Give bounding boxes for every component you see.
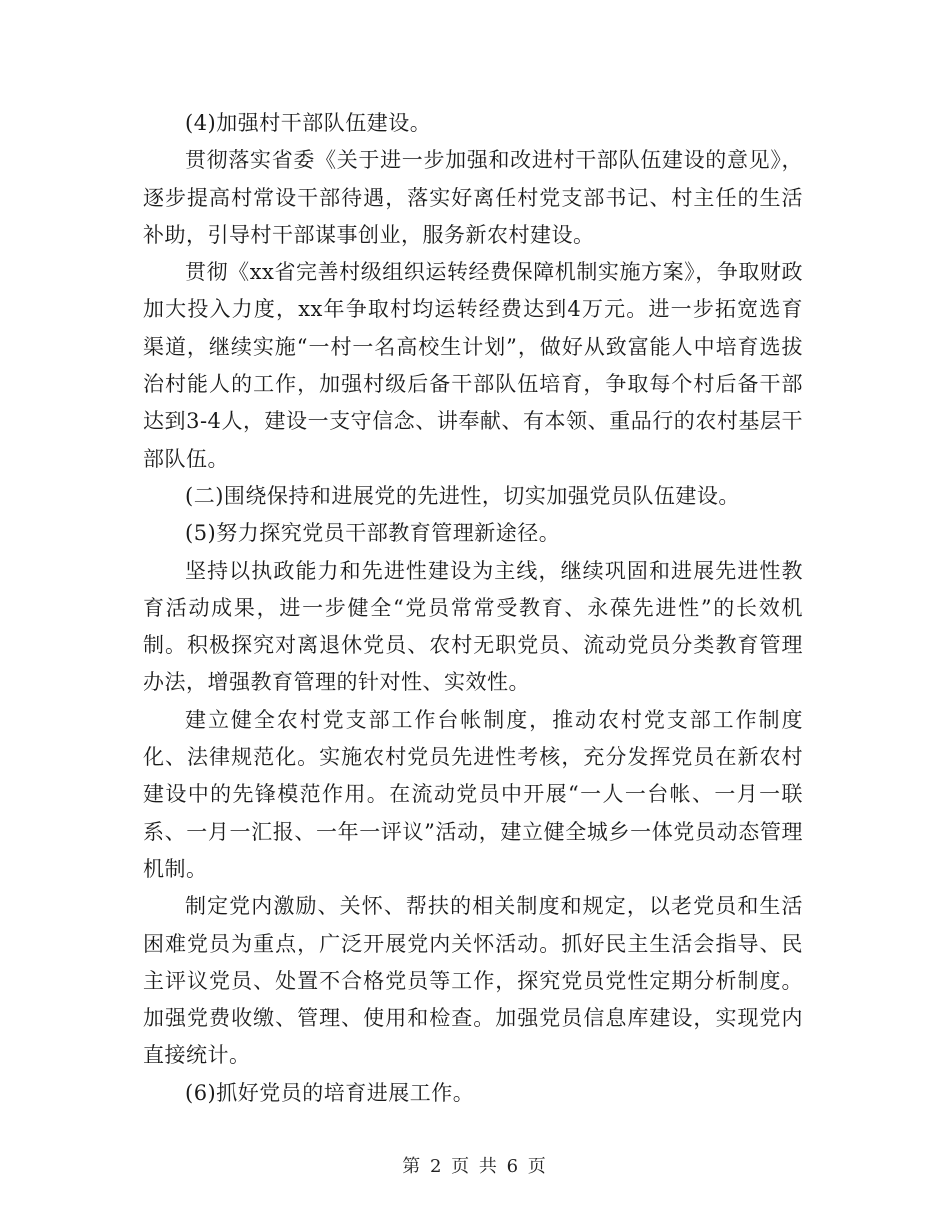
paragraph-education-mechanism: 坚持以执政能力和先进性建设为主线，继续巩固和进展先进性教育活动成果，进一步健全“党员常常受教育、永葆先进性”的长效机制。积极探究对离退休党员、农村无职党员、流动党员分类教育管理办法，增强教育管理的针对性、实效性。 — [143, 558, 803, 695]
paragraph-funding-plan: 贯彻《xx省完善村级组织运转经费保障机制实施方案》，争取财政加大投入力度，xx年争取村均运转经费达到4万元。进一步拓宽选育渠道，继续实施“一村一名高校生计划”，做好从致富能人中培育选拔治村能人的工作，加强村级后备干部队伍培育，争取每个村后备干部达到3-4人，建设一支守信念、讲奉献、有本领、重品行的农村基层干部队伍。 — [143, 260, 803, 471]
section-heading-6: (6)抓好党员的培育进展工作。 — [185, 1080, 475, 1105]
section-heading-5: (5)努力探究党员干部教育管理新途径。 — [185, 521, 561, 546]
section-heading-4: (4)加强村干部队伍建设。 — [185, 111, 432, 135]
paragraph-care-system: 制定党内激励、关怀、帮扶的相关制度和规定，以老党员和生活困难党员为重点，广泛开展党内关怀活动。抓好民主生活会指导、民主评议党员、处置不合格党员等工作，探究党员党性定期分析制度。加强党费收缴、管理、使用和检查。加强党员信息库建设，实现党内直接统计。 — [143, 894, 803, 1068]
document-body — [143, 105, 803, 1112]
page-number-footer: 第 2 页 共 6 页 — [402, 1156, 548, 1177]
paragraph-cadre-treatment: 贯彻落实省委《关于进一步加强和改进村干部队伍建设的意见》，逐步提高村常设干部待遇，落实好离任村党支部书记、村主任的生活补助，引导村干部谋事创业，服务新农村建设。 — [143, 148, 803, 247]
section-heading-2: (二)围绕保持和进展党的先进性，切实加强党员队伍建设。 — [185, 483, 740, 508]
paragraph-branch-ledger: 建立健全农村党支部工作台帐制度，推动农村党支部工作制度化、法律规范化。实施农村党员先进性考核，充分发挥党员在新农村建设中的先锋模范作用。在流动党员中开展“一人一台帐、一月一联系、一月一汇报、一年一评议”活动，建立健全城乡一体党员动态管理机制。 — [143, 707, 803, 881]
